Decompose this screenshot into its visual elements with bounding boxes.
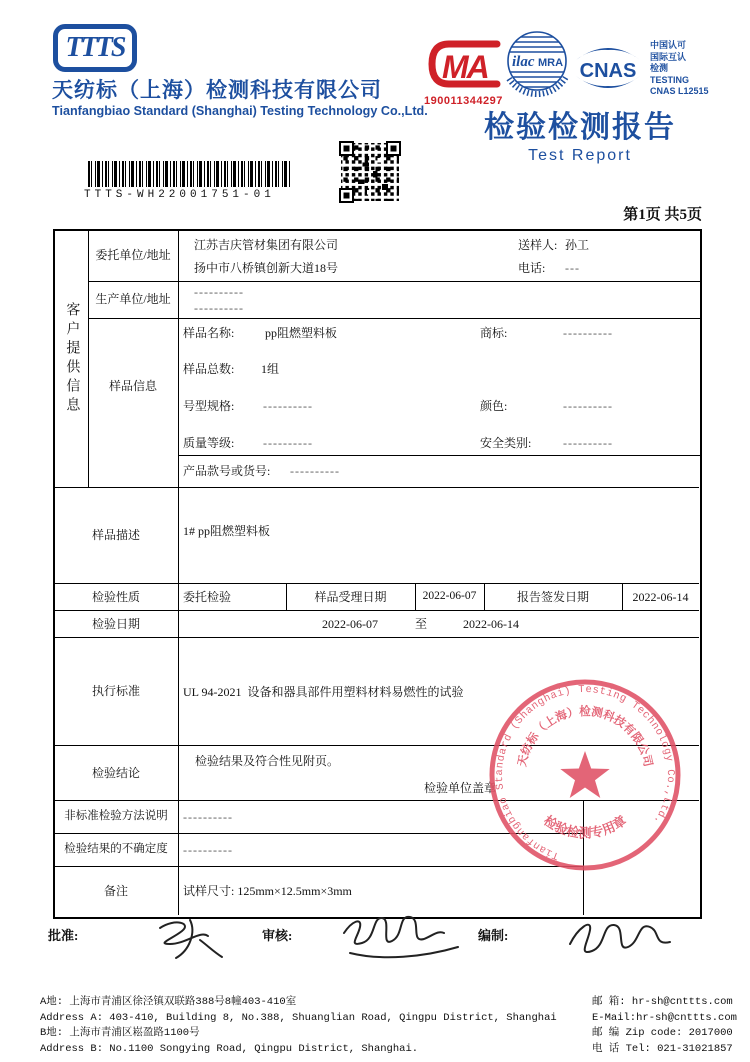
stamp-bottom-text: 检验检测专用章: [541, 812, 629, 841]
brand-label: 商标:: [480, 326, 508, 340]
accept-date-label: 样品受理日期: [314, 589, 387, 604]
test-date-from: 2022-06-07: [322, 617, 378, 631]
uncertainty-label: 检验结果的不确定度: [64, 843, 168, 856]
conclusion-label: 检验结论: [91, 765, 140, 780]
barcode-text: TTTS-WH22001751-01: [84, 189, 275, 201]
nonstandard-label: 非标准检验方法说明: [64, 810, 168, 823]
stamp-arc-en: Tianfangbiao Standard (Shanghai) Testing Technology Co.,Ltd.: [493, 683, 677, 862]
footer-email-cn: 邮 箱: hr-sh@cnttts.com: [592, 996, 733, 1008]
table-line: [178, 230, 179, 915]
producer-line2: ----------: [194, 301, 244, 315]
approve-signature: [130, 910, 250, 965]
conclusion-value: 检验结果及符合性见附页。: [195, 754, 340, 768]
qr-code: [339, 141, 401, 203]
svg-text:检验检测专用章: [541, 813, 629, 841]
footer-address-b-en: Address B: No.1100 Songying Road, Qingpu District, Shanghai.: [40, 1042, 419, 1055]
test-date-to: 2022-06-14: [463, 617, 519, 631]
cnas-accreditation-text: [650, 40, 709, 98]
footer-zipcode: 邮 编 Zip code: 2017000: [592, 1027, 733, 1039]
cnas-line: 中国认可: [650, 40, 687, 50]
footer-email-en: E-Mail:hr-sh@cnttts.com: [592, 1011, 737, 1024]
grade-label: 质量等级:: [183, 436, 235, 450]
report-title-cn: 检验检测报告: [484, 111, 676, 144]
footer-address-a-cn: A地: 上海市青浦区徐泾镇双联路388号8幢403-410室: [40, 996, 297, 1008]
ttts-logo: [53, 24, 137, 72]
cma-label: MA: [442, 49, 488, 85]
company-name-en: Tianfangbiao Standard (Shanghai) Testing Technology Co.,Ltd.: [52, 104, 428, 118]
product-no-label: 产品款号或货号:: [183, 464, 271, 478]
phone-value: ---: [565, 261, 580, 275]
table-line: [88, 281, 700, 282]
prepare-signature: [558, 908, 683, 963]
cma-number: 190011344297: [424, 95, 503, 107]
uncertainty-value: ----------: [183, 843, 233, 857]
spec-label: 号型规格:: [183, 399, 235, 413]
company-name-cn: 天纺标（上海）检测科技有限公司: [52, 78, 382, 102]
cnas-badge-icon: [572, 40, 644, 96]
cnas-line: CNAS L12515: [650, 86, 709, 96]
nonstandard-value: ----------: [183, 810, 233, 824]
review-label: 审核:: [262, 928, 293, 943]
approve-label: 批准:: [48, 928, 79, 943]
client-info-vertical-label: [55, 230, 87, 487]
product-no-value: ----------: [290, 464, 340, 478]
nature-label: 检验性质: [91, 589, 140, 604]
remark-value: 试样尺寸: 125mm×12.5mm×3mm: [183, 884, 352, 898]
footer-address-a-en: Address A: 403-410, Building 8, No.388, Shuanglian Road, Qingpu District, Shanghai: [40, 1011, 557, 1024]
nature-value: 委托检验: [183, 590, 232, 604]
brand-value: ----------: [563, 326, 613, 340]
standard-value: UL 94-2021 设备和器具部件用塑料材料易燃性的试验: [183, 685, 464, 699]
cnas-label: CNAS: [579, 60, 637, 82]
stamp-arc-cn: 天纺标（上海）检测科技有限公司: [516, 706, 654, 768]
remark-label: 备注: [103, 883, 128, 898]
grade-value: ----------: [263, 436, 313, 450]
producer-line1: ----------: [194, 285, 244, 299]
issue-date-value: 2022-06-14: [632, 589, 689, 604]
entrust-address: 扬中市八桥镇创新大道18号: [194, 261, 339, 275]
report-title-en: Test Report: [528, 147, 632, 164]
prepare-label: 编制:: [478, 928, 509, 943]
entrust-company: 江苏吉庆管材集团有限公司: [194, 238, 339, 252]
sender-value: 孙工: [565, 238, 590, 252]
footer-phone: 电 话 Tel: 021-31021857: [592, 1042, 733, 1055]
entrust-label: 委托单位/地址: [95, 248, 171, 263]
color-label: 颜色:: [480, 399, 508, 413]
table-line: [88, 318, 700, 319]
seal-here-label: 检验单位盖章: [424, 781, 497, 795]
report-barcode: [88, 161, 290, 187]
sender-label: 送样人:: [518, 238, 558, 252]
sample-qty-label: 样品总数:: [183, 362, 235, 376]
footer-address-block: [40, 995, 557, 1057]
cnas-line: TESTING: [650, 74, 690, 85]
sample-name-value: pp阻燃塑料板: [265, 326, 338, 340]
client-info-vertical-text: 客户提供信息: [64, 301, 80, 416]
sample-name-label: 样品名称:: [183, 326, 235, 340]
ttts-logo-text: TTTS: [65, 32, 125, 64]
producer-label: 生产单位/地址: [95, 292, 171, 307]
review-signature: [330, 903, 465, 973]
page-info: 第1页 共5页: [623, 207, 702, 223]
standard-label: 执行标准: [91, 684, 140, 699]
cnas-line: 国际互认: [650, 51, 687, 62]
mra-text: MRA: [538, 57, 564, 69]
sample-desc-value: 1# pp阻燃塑料板: [183, 524, 271, 538]
accept-date-value: 2022-06-07: [422, 590, 477, 603]
test-date-to-word: 至: [415, 617, 428, 631]
safety-label: 安全类别:: [480, 436, 532, 450]
ilac-text: ilac: [512, 54, 535, 70]
stamp-star-icon: [560, 751, 609, 798]
safety-value: ----------: [563, 436, 613, 450]
footer-address-b-cn: B地: 上海市青浦区崧盈路1100号: [40, 1027, 200, 1039]
sample-desc-label: 样品描述: [91, 528, 140, 543]
spec-value: ----------: [263, 399, 313, 413]
sample-qty-value: 1组: [261, 362, 280, 376]
footer-contact-block: [592, 995, 737, 1057]
color-value: ----------: [563, 399, 613, 413]
ilac-mra-icon: [505, 29, 571, 99]
sample-info-label: 样品信息: [108, 379, 157, 394]
issue-date-label: 报告签发日期: [516, 589, 589, 604]
phone-label: 电话:: [518, 261, 546, 275]
table-line: [178, 455, 700, 456]
company-stamp: [485, 675, 685, 875]
cnas-line: 检测: [650, 63, 669, 73]
test-date-label: 检验日期: [91, 616, 140, 631]
cma-badge-icon: [425, 36, 505, 92]
